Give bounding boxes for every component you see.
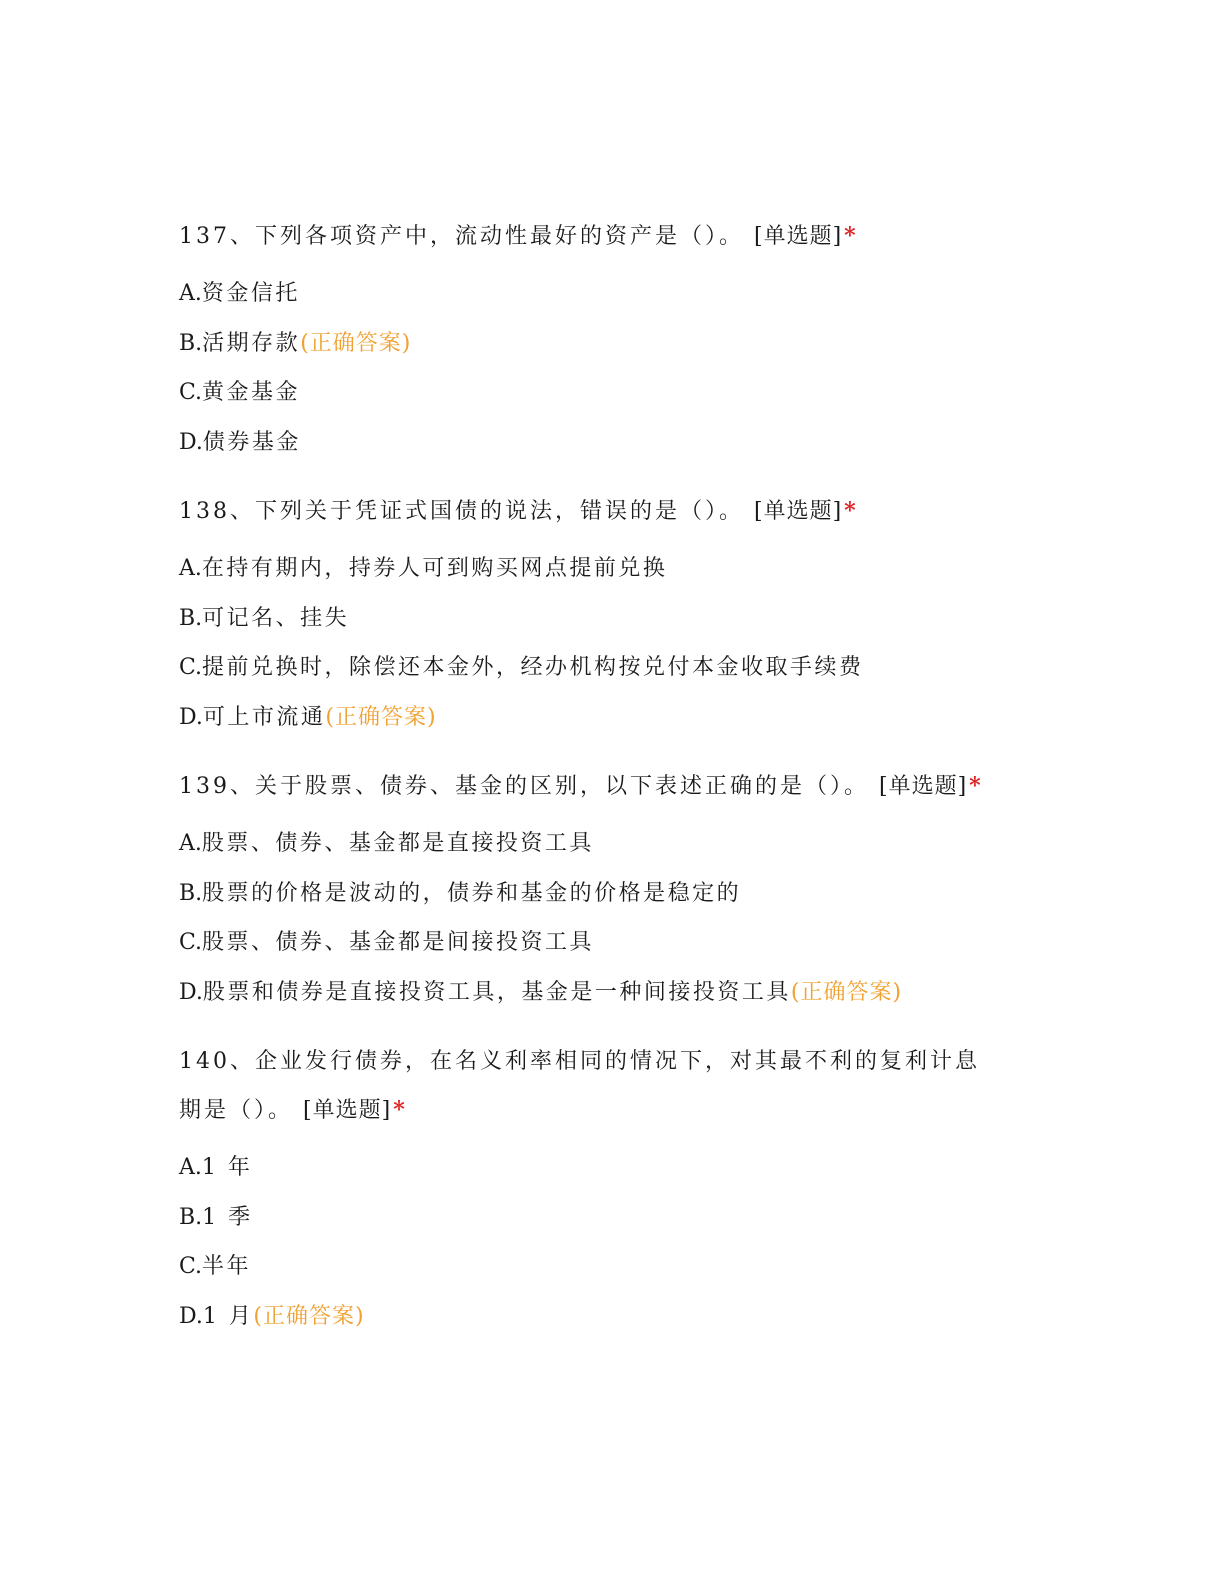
option-b[interactable]: B.可记名、挂失 bbox=[179, 605, 350, 631]
question-137 bbox=[179, 212, 999, 467]
question-stem: 140、企业发行债券，在名义利率相同的情况下，对其最不利的复利计息期是（）。 bbox=[179, 1049, 980, 1123]
option-c[interactable]: C.提前兑换时，除偿还本金外，经办机构按兑付本金收取手续费 bbox=[179, 655, 864, 680]
option-b[interactable]: B.股票的价格是波动的，债券和基金的价格是稳定的 bbox=[179, 880, 742, 906]
question-type: [单选题] bbox=[754, 499, 843, 524]
question-text bbox=[179, 1037, 999, 1135]
question-140 bbox=[179, 1037, 999, 1341]
option-c[interactable]: C.黄金基金 bbox=[179, 380, 301, 405]
correct-answer-tag: (正确答案) bbox=[300, 330, 412, 356]
required-mark: * bbox=[844, 223, 859, 249]
question-139 bbox=[179, 762, 999, 1017]
option-c[interactable]: C.半年 bbox=[179, 1254, 252, 1279]
question-138 bbox=[179, 487, 999, 742]
option-a[interactable]: A.1 年 bbox=[179, 1155, 253, 1180]
correct-answer-tag: (正确答案) bbox=[325, 704, 437, 730]
question-text bbox=[179, 762, 999, 811]
question-stem: 138、下列关于凭证式国债的说法，错误的是（）。 bbox=[179, 499, 744, 524]
question-text bbox=[179, 487, 999, 536]
question-type: [单选题] bbox=[879, 774, 968, 799]
option-c[interactable]: C.股票、债券、基金都是间接投资工具 bbox=[179, 930, 595, 955]
option-b[interactable]: B.活期存款(正确答案) bbox=[179, 330, 412, 356]
option-a[interactable]: A.资金信托 bbox=[179, 281, 300, 306]
required-mark: * bbox=[393, 1097, 408, 1123]
option-d[interactable]: D.股票和债券是直接投资工具，基金是一种间接投资工具(正确答案) bbox=[179, 979, 903, 1005]
option-d[interactable]: D.可上市流通(正确答案) bbox=[179, 704, 437, 730]
option-a[interactable]: A.在持有期内，持券人可到购买网点提前兑换 bbox=[179, 556, 668, 581]
question-stem: 137、下列各项资产中，流动性最好的资产是（）。 bbox=[179, 224, 744, 249]
question-type: [单选题] bbox=[303, 1098, 392, 1123]
required-mark: * bbox=[844, 498, 859, 524]
required-mark: * bbox=[969, 773, 984, 799]
option-b[interactable]: B.1 季 bbox=[179, 1204, 253, 1230]
option-a[interactable]: A.股票、债券、基金都是直接投资工具 bbox=[179, 831, 594, 856]
correct-answer-tag: (正确答案) bbox=[790, 979, 903, 1005]
question-type: [单选题] bbox=[754, 224, 843, 249]
question-stem: 139、关于股票、债券、基金的区别，以下表述正确的是（）。 bbox=[179, 774, 869, 799]
option-d[interactable]: D.债券基金 bbox=[179, 429, 301, 455]
quiz-page bbox=[179, 212, 999, 1341]
correct-answer-tag: (正确答案) bbox=[253, 1303, 365, 1329]
option-d[interactable]: D.1 月(正确答案) bbox=[179, 1303, 365, 1329]
question-text bbox=[179, 212, 999, 261]
